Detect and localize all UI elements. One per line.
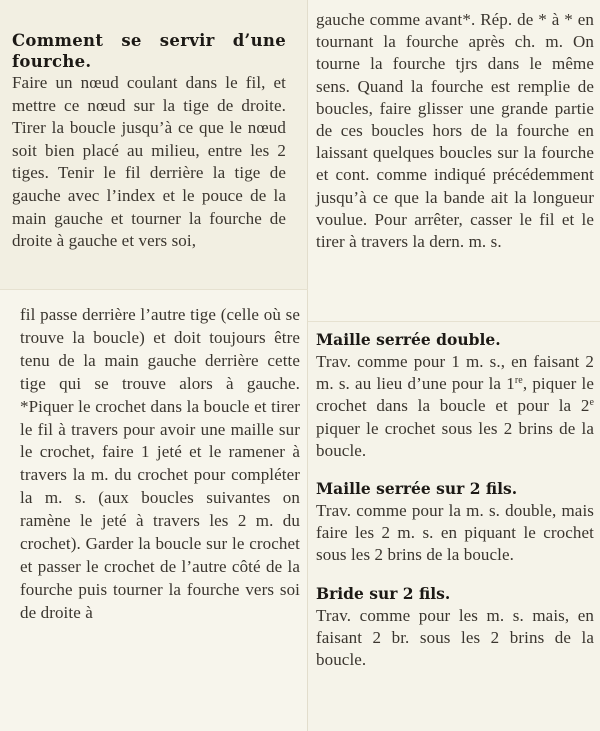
column-2-top (308, 0, 600, 322)
column-1-top (0, 0, 308, 290)
heading-comment-se-servir: Comment se servir d’une fourche. (12, 31, 286, 71)
paragraph-crochet-steps: fil passe derrière l’autre tige (celle où se trouve la boucle) et doit toujours être tenu de la main gauche derrière cette tige qui se trouve alors à gauche. *Piquer le crochet dans la boucle et tirer le fil à travers pour avoir une maille sur le crochet, faire 1 jeté et le ramener à travers la m. du crochet pour compléter la m. s. (aux boucles suivantes on ramène le jeté à travers les 2 m. du crochet). Garder la boucle sur le crochet et passer le crochet de l’autre côté de la fourche puis tourner la fourche vers soi de droite à (20, 305, 300, 622)
heading-maille-serree-double: Maille serrée double. (316, 330, 501, 349)
paragraph-maille-serree-double (316, 351, 594, 462)
heading-maille-serree-2-fils: Maille serrée sur 2 fils. (316, 479, 518, 499)
column-1-bottom (0, 290, 308, 731)
text-part-a: Trav. comme pour 1 m. s., en faisant 2 m. s. au lieu d’une pour la 1 (316, 352, 594, 394)
paragraph-bride-2-fils: Trav. comme pour les m. s. mais, en faisant 2 br. sous les 2 brins de la boucle. (316, 605, 594, 670)
block-seam-right (308, 321, 600, 322)
superscript-re: re (514, 375, 523, 387)
heading-bride-2-fils: Bride sur 2 fils. (316, 583, 451, 603)
section-maille-serree-double (316, 330, 594, 462)
paragraph-instructions-continued: gauche comme avant*. Rép. de * à * en tournant la fourche après ch. m. On tourne la fourche tjrs dans le même sens. Quand la fourche est remplie de boucles, faire glisser une grande partie de ces boucles hors de la fourche en laissant quelques boucles sur la fourche et cont. comme indiqué précédemment jusqu’à ce que la bande ait la longueur voulue. Pour arrêter, casser le fil et le tirer à travers la dern. m. s. (316, 10, 594, 252)
paragraph-maille-serree-2-fils: Trav. comme pour la m. s. double, mais faire les 2 m. s. en piquant le crochet sous les 2 brins de la boucle. (316, 501, 594, 565)
paragraph-instructions-start: Faire un nœud coulant dans le fil, et mettre ce nœud sur la tige de droite. Tirer la boucle jusqu’à ce que le nœud soit bien placé au milieu, entre les 2 tiges. Tenir le fil derrière la tige de gauche avec l’index et le pouce de la main gauche et tourner la fourche de droite à gauche et vers soi, (12, 73, 286, 251)
column-2-bottom (308, 322, 600, 731)
section-maille-serree-2-fils (316, 479, 594, 567)
section-bride-2-fils (316, 584, 594, 672)
block-seam-left (0, 289, 308, 290)
superscript-e: e (589, 397, 594, 409)
text-part-c: piquer le crochet sous les 2 brins de la boucle. (316, 418, 594, 460)
column-seam (307, 0, 308, 731)
text-part-b: , piquer le crochet dans la boucle et pour la 2 (316, 374, 594, 416)
